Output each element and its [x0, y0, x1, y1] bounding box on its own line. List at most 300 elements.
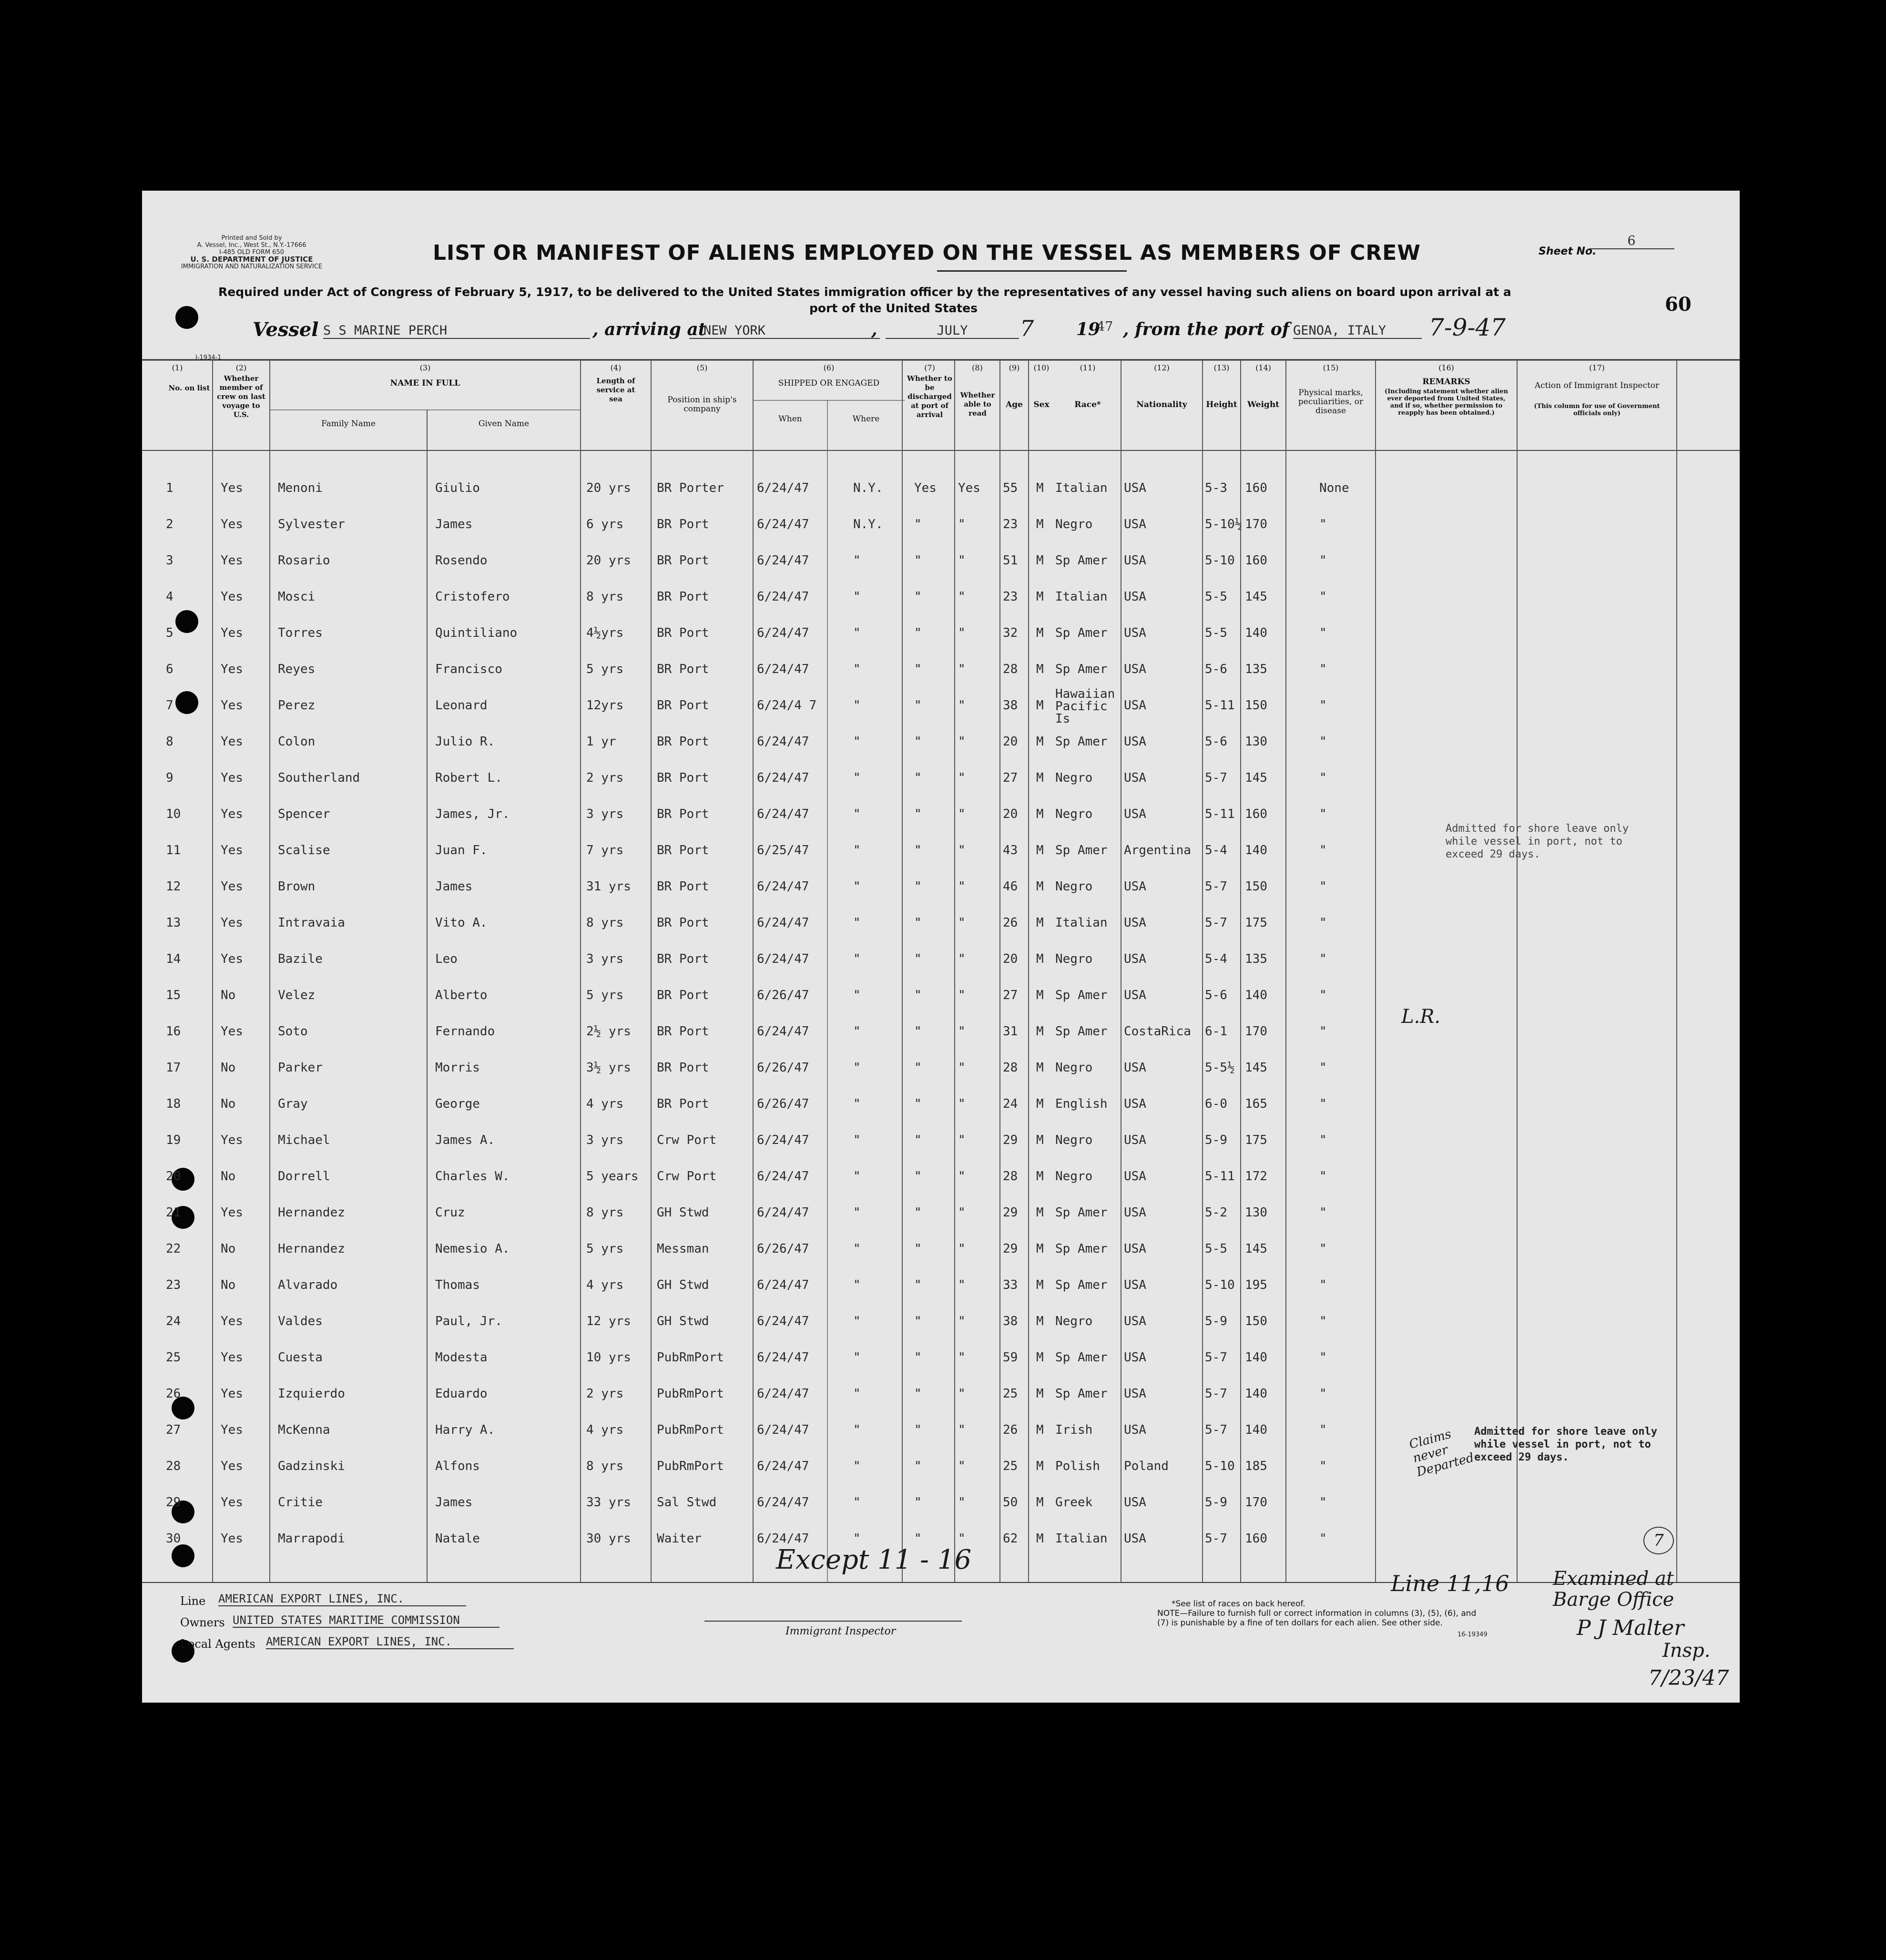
- row-number: 27: [166, 1423, 181, 1437]
- row-number: 26: [166, 1387, 181, 1401]
- physical-marks: ": [1319, 698, 1327, 713]
- shipped-when: 6/24/47: [757, 916, 809, 930]
- crew-member-flag: No: [221, 1097, 236, 1111]
- given-name: Fernando: [435, 1024, 495, 1039]
- table-row: [142, 1018, 1740, 1051]
- physical-marks: ": [1319, 1531, 1327, 1546]
- row-number: 6: [166, 662, 173, 676]
- given-name: Morris: [435, 1061, 480, 1075]
- row-number: 14: [166, 952, 181, 966]
- able-to-read-flag: ": [958, 952, 966, 966]
- col-header-no: No. on list: [168, 384, 210, 392]
- table-row: [142, 981, 1740, 1015]
- col-number: (17): [1589, 363, 1605, 372]
- crew-member-flag: Yes: [221, 771, 243, 785]
- crew-member-flag: Yes: [221, 1387, 243, 1401]
- race: Negro: [1055, 771, 1093, 785]
- discharged-flag: ": [914, 879, 922, 894]
- printer-line: I-485 OLD FORM 650: [219, 249, 284, 256]
- able-to-read-flag: ": [958, 988, 966, 1002]
- able-to-read-flag: ": [958, 1423, 966, 1437]
- shipped-where: ": [853, 1350, 861, 1365]
- row-number: 10: [166, 807, 181, 821]
- crew-member-flag: Yes: [221, 698, 243, 713]
- age: 26: [1003, 1423, 1018, 1437]
- sex: M: [1036, 1387, 1044, 1401]
- weight: 140: [1245, 988, 1267, 1002]
- arriving-label: , arriving at: [592, 319, 706, 339]
- weight: 135: [1245, 662, 1267, 676]
- ship-position: GH Stwd: [657, 1278, 709, 1292]
- col-number: (14): [1255, 363, 1271, 372]
- able-to-read-flag: ": [958, 1495, 966, 1510]
- shipped-where: N.Y.: [853, 481, 883, 495]
- length-of-service: 33 yrs: [586, 1495, 631, 1510]
- race: Sp Amer: [1055, 1387, 1108, 1401]
- col-number: (12): [1154, 363, 1170, 372]
- sex: M: [1036, 481, 1044, 495]
- sex: M: [1036, 735, 1044, 749]
- shore-leave-remark-2: Admitted for shore leave only while vessel in port, not to exceed 29 days.: [1474, 1426, 1658, 1463]
- col-number: (1): [172, 363, 183, 372]
- discharged-flag: ": [914, 1314, 922, 1328]
- shipped-when: 6/24/47: [757, 1314, 809, 1328]
- crew-member-flag: Yes: [221, 1314, 243, 1328]
- family-name: Gray: [278, 1097, 308, 1111]
- sheet-label: Sheet No.: [1539, 245, 1597, 257]
- race: Sp Amer: [1055, 1278, 1108, 1292]
- table-row: [142, 1307, 1740, 1341]
- family-name: Bazile: [278, 952, 323, 966]
- physical-marks: ": [1319, 1061, 1327, 1075]
- age: 26: [1003, 916, 1018, 930]
- shipped-where: ": [853, 771, 861, 785]
- shipped-where: ": [853, 1495, 861, 1510]
- discharged-flag: ": [914, 1531, 922, 1546]
- length-of-service: 5 years: [586, 1169, 639, 1184]
- shipped-when: 6/24/47: [757, 1423, 809, 1437]
- discharged-flag: Yes: [914, 481, 937, 495]
- table-row: [142, 945, 1740, 979]
- shipped-where: ": [853, 1531, 861, 1546]
- discharged-flag: ": [914, 916, 922, 930]
- line-value: AMERICAN EXPORT LINES, INC.: [218, 1592, 466, 1606]
- deserted-note: Claims never Departed: [1407, 1427, 1476, 1480]
- ship-position: BR Port: [657, 553, 709, 568]
- height: 5-10: [1205, 1278, 1235, 1292]
- crew-member-flag: Yes: [221, 1459, 243, 1473]
- discharged-flag: ": [914, 517, 922, 531]
- col-header-nationality: Nationality: [1136, 400, 1187, 409]
- crew-member-flag: Yes: [221, 626, 243, 640]
- physical-marks: ": [1319, 662, 1327, 676]
- given-name: Robert L.: [435, 771, 502, 785]
- physical-marks: ": [1319, 1350, 1327, 1365]
- shipped-when: 6/24/47: [757, 1495, 809, 1510]
- sex: M: [1036, 698, 1044, 713]
- page-stamp: 60: [1665, 293, 1692, 316]
- row-number: 16: [166, 1024, 181, 1039]
- age: 25: [1003, 1387, 1018, 1401]
- given-name: James: [435, 1495, 473, 1510]
- height: 5-7: [1205, 916, 1227, 930]
- nationality: USA: [1124, 662, 1146, 676]
- ship-position: Crw Port: [657, 1133, 717, 1147]
- ship-position: GH Stwd: [657, 1314, 709, 1328]
- age: 43: [1003, 843, 1018, 858]
- ship-position: BR Port: [657, 1061, 709, 1075]
- required-text: Required under Act of Congress of February 5, 1917, to be delivered to the United States immigration officer by the representatives of any vessel having such aliens on board upon arrival at a: [218, 285, 1511, 299]
- length-of-service: 3 yrs: [586, 807, 624, 821]
- able-to-read-flag: ": [958, 590, 966, 604]
- table-row: [142, 1489, 1740, 1522]
- given-name: Natale: [435, 1531, 480, 1546]
- given-name: Cristofero: [435, 590, 510, 604]
- nationality: USA: [1124, 771, 1146, 785]
- physical-marks: ": [1319, 952, 1327, 966]
- physical-marks: ": [1319, 735, 1327, 749]
- length-of-service: 2 yrs: [586, 1387, 624, 1401]
- row-number: 22: [166, 1242, 181, 1256]
- weight: 150: [1245, 1314, 1267, 1328]
- nationality: USA: [1124, 1531, 1146, 1546]
- printer-line: A. Vessel, Inc., West St., N.Y.-17666: [197, 242, 306, 249]
- ship-position: BR Port: [657, 590, 709, 604]
- shipped-when: 6/24/47: [757, 1024, 809, 1039]
- sex: M: [1036, 916, 1044, 930]
- row-number: 21: [166, 1205, 181, 1220]
- given-name: Rosendo: [435, 553, 488, 568]
- discharged-flag: ": [914, 1242, 922, 1256]
- ship-position: BR Port: [657, 843, 709, 858]
- ship-position: PubRmPort: [657, 1423, 724, 1437]
- height: 5-5: [1205, 590, 1227, 604]
- row-number: 8: [166, 735, 173, 749]
- nationality: CostaRica: [1124, 1024, 1191, 1039]
- able-to-read-flag: ": [958, 1169, 966, 1184]
- family-name: Torres: [278, 626, 323, 640]
- nationality: USA: [1124, 698, 1146, 713]
- nationality: USA: [1124, 1314, 1146, 1328]
- age: 29: [1003, 1133, 1018, 1147]
- family-name: Intravaia: [278, 916, 345, 930]
- age: 55: [1003, 481, 1018, 495]
- height: 5-11: [1205, 807, 1235, 821]
- given-name: Alfons: [435, 1459, 480, 1473]
- physical-marks: ": [1319, 1423, 1327, 1437]
- family-name: Perez: [278, 698, 316, 713]
- table-row: [142, 687, 1740, 726]
- shipped-when: 6/24/47: [757, 1459, 809, 1473]
- ship-position: PubRmPort: [657, 1350, 724, 1365]
- shipped-where: ": [853, 1387, 861, 1401]
- race: Irish: [1055, 1423, 1093, 1437]
- shipped-when: 6/24/47: [757, 1387, 809, 1401]
- family-name: Alvarado: [278, 1278, 338, 1292]
- crew-member-flag: Yes: [221, 1205, 243, 1220]
- nationality: USA: [1124, 988, 1146, 1002]
- race: Sp Amer: [1055, 662, 1108, 676]
- sex: M: [1036, 1423, 1044, 1437]
- family-name: McKenna: [278, 1423, 330, 1437]
- discharged-flag: ": [914, 662, 922, 676]
- sex: M: [1036, 1133, 1044, 1147]
- table-row: [142, 1235, 1740, 1268]
- race: Italian: [1055, 481, 1108, 495]
- age: 38: [1003, 698, 1018, 713]
- col-header-age: Age: [1006, 400, 1023, 409]
- nationality: USA: [1124, 1133, 1146, 1147]
- length-of-service: 8 yrs: [586, 916, 624, 930]
- given-name: Francisco: [435, 662, 502, 676]
- shipped-where: ": [853, 843, 861, 858]
- discharged-flag: ": [914, 1423, 922, 1437]
- table-row: [142, 1380, 1740, 1413]
- length-of-service: 8 yrs: [586, 590, 624, 604]
- height: 5-7: [1205, 771, 1227, 785]
- ship-position: Waiter: [657, 1531, 702, 1546]
- able-to-read-flag: ": [958, 626, 966, 640]
- race: Sp Amer: [1055, 1242, 1108, 1256]
- table-row: [142, 909, 1740, 942]
- nationality: USA: [1124, 1387, 1146, 1401]
- race: Hawaiian Pacific Is: [1055, 687, 1115, 726]
- family-name: Cuesta: [278, 1350, 323, 1365]
- able-to-read-flag: ": [958, 735, 966, 749]
- physical-marks: ": [1319, 1133, 1327, 1147]
- length-of-service: 5 yrs: [586, 662, 624, 676]
- ship-position: BR Port: [657, 879, 709, 894]
- height: 5-7: [1205, 1531, 1227, 1546]
- family-name: Sylvester: [278, 517, 345, 531]
- discharged-flag: ": [914, 1205, 922, 1220]
- weight: 165: [1245, 1097, 1267, 1111]
- nationality: USA: [1124, 1205, 1146, 1220]
- col-number: (6): [823, 363, 835, 372]
- shipped-when: 6/24/47: [757, 662, 809, 676]
- shipped-when: 6/24/47: [757, 1133, 809, 1147]
- row-number: 19: [166, 1133, 181, 1147]
- height: 5-2: [1205, 1205, 1227, 1220]
- shipped-where: ": [853, 1459, 861, 1473]
- weight: 145: [1245, 590, 1267, 604]
- ship-position: BR Port: [657, 952, 709, 966]
- discharged-flag: ": [914, 698, 922, 713]
- age: 20: [1003, 735, 1018, 749]
- length-of-service: 2½ yrs: [586, 1024, 631, 1039]
- age: 28: [1003, 1061, 1018, 1075]
- age: 27: [1003, 988, 1018, 1002]
- nationality: USA: [1124, 553, 1146, 568]
- line-note: Line 11,16: [1391, 1571, 1509, 1596]
- race: Sp Amer: [1055, 988, 1108, 1002]
- agents-value: AMERICAN EXPORT LINES, INC.: [266, 1635, 514, 1649]
- family-name: Hernandez: [278, 1242, 345, 1256]
- race: Sp Amer: [1055, 1024, 1108, 1039]
- weight: 130: [1245, 1205, 1267, 1220]
- crew-member-flag: Yes: [221, 517, 243, 531]
- physical-marks: ": [1319, 1278, 1327, 1292]
- discharged-flag: ": [914, 1350, 922, 1365]
- crew-member-flag: Yes: [221, 1531, 243, 1546]
- row-number: 5: [166, 626, 173, 640]
- sheet-number: 6: [1589, 234, 1674, 249]
- weight: 135: [1245, 952, 1267, 966]
- nationality: USA: [1124, 1242, 1146, 1256]
- age: 23: [1003, 590, 1018, 604]
- form-number: 16-19349: [1458, 1631, 1488, 1638]
- race: Negro: [1055, 879, 1093, 894]
- given-name: James: [435, 879, 473, 894]
- race: Negro: [1055, 1061, 1093, 1075]
- family-name: Valdes: [278, 1314, 323, 1328]
- discharged-flag: ": [914, 1061, 922, 1075]
- shipped-when: 6/26/47: [757, 1097, 809, 1111]
- physical-marks: ": [1319, 807, 1327, 821]
- weight: 160: [1245, 807, 1267, 821]
- vessel-name: S S MARINE PERCH: [323, 323, 590, 339]
- family-name: Rosario: [278, 553, 330, 568]
- table-row: [142, 728, 1740, 761]
- col-number: (9): [1009, 363, 1020, 372]
- height: 5-4: [1205, 952, 1227, 966]
- given-name: Harry A.: [435, 1423, 495, 1437]
- given-name: Paul, Jr.: [435, 1314, 502, 1328]
- physical-marks: ": [1319, 1097, 1327, 1111]
- lr-mark: L.R.: [1401, 1006, 1441, 1028]
- shipped-where: ": [853, 1169, 861, 1184]
- physical-marks: ": [1319, 988, 1327, 1002]
- age: 28: [1003, 662, 1018, 676]
- age: 20: [1003, 807, 1018, 821]
- ship-position: BR Port: [657, 807, 709, 821]
- table-row: [142, 1126, 1740, 1160]
- ship-position: BR Port: [657, 988, 709, 1002]
- col-header-service: Length of service at sea: [596, 377, 635, 403]
- inspector-title: Insp.: [1662, 1640, 1711, 1662]
- shipped-where: ": [853, 662, 861, 676]
- physical-marks: ": [1319, 1459, 1327, 1473]
- agents-label: Local Agents: [180, 1637, 255, 1651]
- age: 46: [1003, 879, 1018, 894]
- row-number: 24: [166, 1314, 181, 1328]
- nationality: USA: [1124, 1097, 1146, 1111]
- nationality: USA: [1124, 1423, 1146, 1437]
- length-of-service: 12yrs: [586, 698, 624, 713]
- nationality: USA: [1124, 879, 1146, 894]
- race: Negro: [1055, 1169, 1093, 1184]
- year-suffix: 47: [1097, 319, 1113, 334]
- row-number: 23: [166, 1278, 181, 1292]
- shipped-where: ": [853, 735, 861, 749]
- col-header-action-sub: (This column for use of Government officials only): [1534, 403, 1660, 417]
- shipped-when: 6/24/47: [757, 952, 809, 966]
- age: 38: [1003, 1314, 1018, 1328]
- crew-member-flag: Yes: [221, 1495, 243, 1510]
- weight: 140: [1245, 626, 1267, 640]
- ship-position: PubRmPort: [657, 1459, 724, 1473]
- length-of-service: 31 yrs: [586, 879, 631, 894]
- ship-position: GH Stwd: [657, 1205, 709, 1220]
- sex: M: [1036, 517, 1044, 531]
- race: Negro: [1055, 807, 1093, 821]
- able-to-read-flag: ": [958, 843, 966, 858]
- discharged-flag: ": [914, 590, 922, 604]
- race: Sp Amer: [1055, 626, 1108, 640]
- col-header-given: Given Name: [478, 419, 530, 429]
- discharged-flag: ": [914, 1024, 922, 1039]
- weight: 160: [1245, 553, 1267, 568]
- given-name: Giulio: [435, 481, 480, 495]
- col-number: (15): [1323, 363, 1339, 372]
- length-of-service: 8 yrs: [586, 1205, 624, 1220]
- length-of-service: 12 yrs: [586, 1314, 631, 1328]
- discharged-flag: ": [914, 1097, 922, 1111]
- length-of-service: 3 yrs: [586, 952, 624, 966]
- discharged-flag: ": [914, 1133, 922, 1147]
- given-name: George: [435, 1097, 480, 1111]
- height: 5-9: [1205, 1133, 1227, 1147]
- crew-member-flag: Yes: [221, 1024, 243, 1039]
- height: 5-11: [1205, 1169, 1235, 1184]
- ship-position: BR Port: [657, 1024, 709, 1039]
- height: 5-9: [1205, 1495, 1227, 1510]
- shipped-when: 6/24/47: [757, 517, 809, 531]
- crew-member-flag: No: [221, 1278, 236, 1292]
- nationality: USA: [1124, 735, 1146, 749]
- sex: M: [1036, 952, 1044, 966]
- shipped-when: 6/26/47: [757, 988, 809, 1002]
- physical-marks: ": [1319, 843, 1327, 858]
- given-name: Nemesio A.: [435, 1242, 510, 1256]
- weight: 160: [1245, 481, 1267, 495]
- shipped-where: ": [853, 952, 861, 966]
- shipped-when: 6/24/47: [757, 481, 809, 495]
- sex: M: [1036, 771, 1044, 785]
- height: 5-7: [1205, 1423, 1227, 1437]
- inspector-label: Immigrant Inspector: [785, 1625, 896, 1637]
- from-label: , from the port of: [1123, 319, 1290, 339]
- given-name: James: [435, 517, 473, 531]
- family-name: Parker: [278, 1061, 323, 1075]
- table-row: [142, 619, 1740, 653]
- ship-position: Crw Port: [657, 1169, 717, 1184]
- height: 5-10: [1205, 553, 1235, 568]
- race: Sp Amer: [1055, 1205, 1108, 1220]
- row-number: 1: [166, 481, 173, 495]
- inspector-date: 7/23/47: [1648, 1666, 1729, 1690]
- age: 62: [1003, 1531, 1018, 1546]
- physical-marks: None: [1319, 481, 1349, 495]
- able-to-read-flag: ": [958, 1387, 966, 1401]
- shipped-when: 6/26/47: [757, 1061, 809, 1075]
- shipped-where: ": [853, 698, 861, 713]
- race: English: [1055, 1097, 1108, 1111]
- table-row: [142, 873, 1740, 906]
- given-name: Quintiliano: [435, 626, 518, 640]
- sex: M: [1036, 1169, 1044, 1184]
- col-header-discharged: Whether to be discharged at port of arrival: [907, 374, 952, 419]
- shipped-where: ": [853, 879, 861, 894]
- row-number: 15: [166, 988, 181, 1002]
- given-name: Leo: [435, 952, 458, 966]
- able-to-read-flag: ": [958, 771, 966, 785]
- row-number: 30: [166, 1531, 181, 1546]
- except-note: Except 11 - 16: [776, 1544, 972, 1575]
- length-of-service: 10 yrs: [586, 1350, 631, 1365]
- races-note: *See list of races on back hereof.: [1172, 1599, 1305, 1609]
- length-of-service: 5 yrs: [586, 1242, 624, 1256]
